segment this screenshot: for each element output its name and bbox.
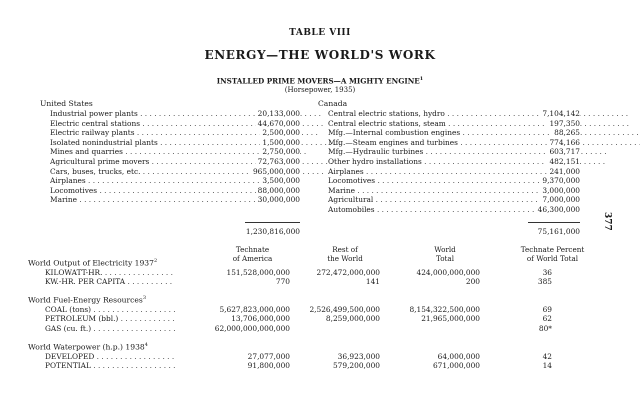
world-cell: 770 bbox=[275, 277, 290, 287]
us-row bbox=[50, 109, 300, 119]
us-total-rule bbox=[245, 222, 300, 223]
col-header-world-total: World Total bbox=[434, 245, 456, 263]
row-value: 482,151 bbox=[549, 157, 580, 166]
world-section-heading: World Output of Electricity 1937$^2$ bbox=[28, 258, 158, 268]
world-row-label: POTENTIAL . . . bbox=[45, 361, 175, 371]
world-cell: 42 bbox=[542, 352, 552, 361]
page-number: 377 bbox=[602, 212, 612, 231]
world-cell: 424,000,000,000 bbox=[416, 268, 480, 277]
world-cell: 385 bbox=[537, 277, 552, 287]
world-cell: 91,800,000 bbox=[247, 361, 290, 371]
world-cell: 64,000,000 bbox=[437, 352, 480, 361]
world-row bbox=[45, 324, 605, 334]
canada-row bbox=[328, 119, 580, 129]
row-value: 72,763,000 bbox=[257, 157, 300, 166]
row-value: 88,265 bbox=[554, 128, 580, 138]
world-section-heading: World Fuel-Energy Resources$^3$ bbox=[28, 295, 146, 305]
row-label: Isolated nonindustrial plants . . . bbox=[50, 138, 341, 148]
row-value: 3,500,000 bbox=[262, 176, 300, 186]
row-label: Automobiles . . . bbox=[328, 205, 558, 215]
world-cell: 200 bbox=[465, 277, 480, 287]
row-label: Mfg.—Hydraulic turbines . . . bbox=[328, 147, 607, 157]
world-row-label: PETROLEUM (bbl.) . . . bbox=[45, 314, 175, 324]
canada-row bbox=[328, 147, 580, 157]
row-label: Marine . . . bbox=[50, 195, 260, 205]
canada-heading: Canada bbox=[318, 99, 348, 108]
row-label: Airplanes . . . bbox=[50, 176, 269, 186]
world-cell: 36 bbox=[542, 268, 552, 277]
row-value: 3,000,000 bbox=[542, 185, 580, 195]
canada-row bbox=[328, 186, 580, 196]
table-number: TABLE VIII bbox=[289, 28, 351, 38]
row-value: 7,104,142 bbox=[542, 109, 580, 118]
row-label: Mfg.—Steam engines and turbines . . . bbox=[328, 138, 640, 148]
row-value: 46,300,000 bbox=[537, 205, 580, 214]
us-row bbox=[50, 195, 300, 205]
row-value: 20,133,000 bbox=[257, 109, 300, 118]
us-heading: United States bbox=[40, 99, 93, 108]
us-row bbox=[50, 138, 300, 148]
page-title: ENERGY—THE WORLD'S WORK bbox=[204, 48, 436, 62]
row-label: Other hydro installations . . . bbox=[328, 157, 605, 167]
canada-row bbox=[328, 195, 580, 205]
us-row bbox=[50, 167, 300, 177]
world-cell: 80* bbox=[538, 323, 552, 333]
world-cell: 13,706,000,000 bbox=[231, 314, 290, 324]
canada-row bbox=[328, 128, 580, 138]
canada-row bbox=[328, 205, 580, 215]
row-value: 1,500,000 bbox=[262, 137, 300, 147]
row-value: 30,000,000 bbox=[257, 195, 300, 205]
row-value: 44,670,000 bbox=[257, 118, 300, 128]
world-cell: 8,154,322,500,000 bbox=[409, 305, 480, 314]
world-cell: 671,000,000 bbox=[432, 361, 480, 371]
row-value: 2,500,000 bbox=[262, 128, 300, 138]
canada-total: 75,161,000 bbox=[537, 227, 580, 236]
row-label: Marine . . . bbox=[328, 186, 538, 196]
row-label: Agricultural prime movers . . . bbox=[50, 157, 333, 167]
world-cell: 272,472,000,000 bbox=[316, 268, 380, 277]
world-section-heading: World Waterpower (h.p.) 1938$^4$ bbox=[28, 342, 148, 352]
us-row bbox=[50, 119, 300, 129]
row-value: 197,350 bbox=[549, 118, 580, 128]
row-label: Airplanes . . . bbox=[328, 167, 547, 177]
world-cell: 14 bbox=[542, 361, 552, 371]
table-subtitle: INSTALLED PRIME MOVERS—A MIGHTY ENGINE$^1$ bbox=[216, 76, 424, 86]
row-label: Mines and quarries . . . bbox=[50, 147, 306, 157]
us-total: 1,230,816,000 bbox=[245, 227, 300, 236]
world-cell: 62 bbox=[542, 314, 552, 324]
world-row bbox=[45, 361, 605, 371]
canada-total-rule bbox=[528, 222, 580, 223]
canada-row bbox=[328, 138, 580, 148]
row-label: Locomotives . . . bbox=[328, 176, 558, 186]
world-cell: 69 bbox=[542, 305, 552, 314]
col-header-technate: Technate of America bbox=[232, 245, 273, 263]
us-row bbox=[50, 176, 300, 186]
row-value: 2,750,000 bbox=[262, 147, 300, 157]
row-value: 603,717 bbox=[549, 147, 580, 157]
world-row-label: KILOWATT-HR. . . . bbox=[45, 268, 175, 278]
canada-row bbox=[328, 109, 580, 119]
us-row bbox=[50, 157, 300, 167]
row-value: 7,000,000 bbox=[542, 195, 580, 205]
row-value: 88,000,000 bbox=[257, 185, 300, 195]
row-value: 9,370,000 bbox=[542, 176, 580, 186]
row-label: Electric railway plants . . . bbox=[50, 128, 318, 138]
world-cell: 579,200,000 bbox=[332, 361, 380, 371]
row-label: Agricultural . . . bbox=[328, 195, 557, 205]
row-label: Electric central stations . . . bbox=[50, 119, 323, 129]
row-label: Cars, buses, trucks, etc. . . . bbox=[50, 167, 324, 177]
world-cell: 2,526,499,500,000 bbox=[309, 305, 380, 314]
row-value: 241,000 bbox=[549, 166, 580, 176]
row-label: Central electric stations, hydro . . . bbox=[328, 109, 628, 119]
world-row-label: COAL (tons) . . . bbox=[45, 305, 175, 315]
world-cell: 21,965,000,000 bbox=[421, 314, 480, 324]
row-value: 774,166 bbox=[549, 137, 580, 147]
world-cell: 62,000,000,000,000 bbox=[214, 323, 290, 333]
world-row bbox=[45, 277, 605, 287]
world-cell: 36,923,000 bbox=[337, 352, 380, 361]
us-row bbox=[50, 128, 300, 138]
canada-row bbox=[328, 176, 580, 186]
world-cell: 141 bbox=[365, 277, 380, 287]
col-header-rest: Rest of the World bbox=[327, 245, 363, 263]
col-header-percent: Technate Percent of World Total bbox=[520, 245, 585, 263]
world-cell: 5,627,823,000,000 bbox=[219, 305, 290, 314]
table-unit: (Horsepower, 1935) bbox=[284, 86, 356, 94]
world-row-label: KW.-HR. PER CAPITA . . . bbox=[45, 277, 175, 287]
row-label: Industrial power plants . . . bbox=[50, 109, 321, 119]
row-label: Locomotives . . . bbox=[50, 186, 280, 196]
row-label: Mfg.—Internal combustion engines . . . bbox=[328, 128, 640, 138]
world-row-label: DEVELOPED . . . bbox=[45, 352, 175, 362]
world-cell: 151,528,000,000 bbox=[226, 268, 290, 277]
us-row bbox=[50, 186, 300, 196]
canada-row bbox=[328, 157, 580, 167]
row-label: Central electric stations, steam . . . bbox=[328, 119, 629, 129]
world-cell: 8,259,000,000 bbox=[325, 314, 380, 324]
canada-row bbox=[328, 167, 580, 177]
world-cell: 27,077,000 bbox=[247, 352, 290, 361]
us-row bbox=[50, 147, 300, 157]
row-value: 965,000,000 bbox=[252, 166, 300, 176]
world-row-label: GAS (cu. ft.) . . . bbox=[45, 324, 175, 334]
